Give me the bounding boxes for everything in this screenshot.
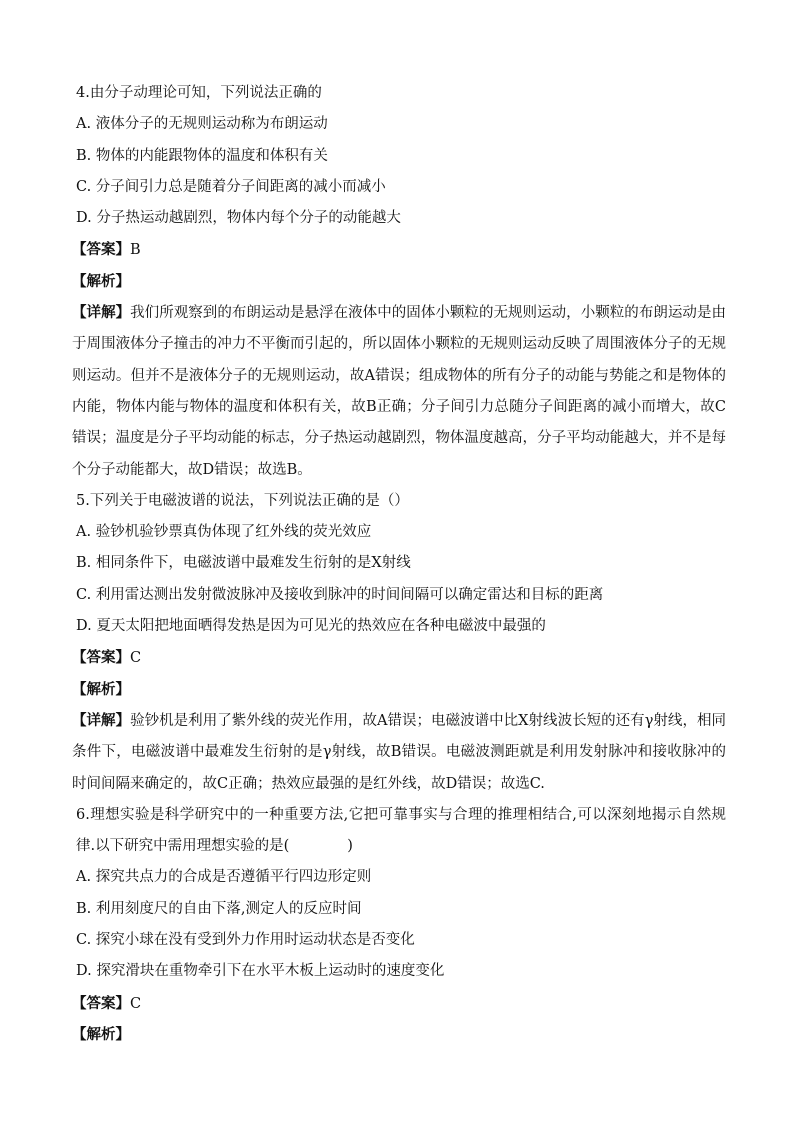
question-4-analysis-label: 【解析】 xyxy=(72,272,130,290)
question-5-answer xyxy=(72,642,726,673)
question-5-analysis-label: 【解析】 xyxy=(72,680,130,698)
question-5-stem: 5.下列关于电磁波谱的说法，下列说法正确的是（） xyxy=(76,492,409,509)
question-4-answer xyxy=(72,234,726,265)
detail-text: 验钞机是利用了紫外线的荧光作用，故A错误；电磁波谱中比X射线波长短的还有γ射线，相同条件下，电磁波谱中最难发生衍射的是γ射线，故B错误。电磁波测距就是利用发射脉冲和接收脉冲的时间间隔来确定的，故C正确；热效应最强的是红外线，故D错误；故选C. xyxy=(72,712,726,792)
answer-value: C xyxy=(130,995,142,1012)
question-6-analysis-label: 【解析】 xyxy=(72,1025,130,1043)
question-4-option-b: B. 物体的内能跟物体的温度和体积有关 xyxy=(76,147,328,164)
answer-label: 【答案】 xyxy=(72,241,130,259)
question-6-answer xyxy=(72,988,726,1019)
question-4-option-d: D. 分子热运动越剧烈，物体内每个分子的动能越大 xyxy=(76,210,401,227)
question-6-stem: 6.理想实验是科学研究中的一种重要方法,它把可靠事实与合理的推理相结合,可以深刻地揭示自然规律.以下研究中需用理想实验的是( ) xyxy=(76,806,726,855)
question-5-option-b: B. 相同条件下，电磁波谱中最难发生衍射的是X射线 xyxy=(76,555,411,572)
detail-label: 【详解】 xyxy=(72,304,131,322)
page-content xyxy=(72,78,727,1050)
answer-label: 【答案】 xyxy=(72,649,130,667)
question-4-option-a: A. 液体分子的无规则运动称为布朗运动 xyxy=(76,116,328,133)
detail-label: 【详解】 xyxy=(72,711,131,729)
question-5-option-a: A. 验钞机验钞票真伪体现了红外线的荧光效应 xyxy=(76,524,372,541)
question-6-option-a: A. 探究共点力的合成是否遵循平行四边形定则 xyxy=(76,869,372,886)
answer-label: 【答案】 xyxy=(72,994,130,1012)
question-4-option-c: C. 分子间引力总是随着分子间距离的减小而减小 xyxy=(76,178,386,195)
question-4-stem: 4.由分子动理论可知，下列说法正确的 xyxy=(76,85,322,101)
question-6-option-d: D. 探究滑块在重物牵引下在水平木板上运动时的速度变化 xyxy=(76,963,445,980)
question-6-option-c: C. 探究小球在没有受到外力作用时运动状态是否变化 xyxy=(76,932,415,949)
answer-value: B xyxy=(130,242,141,259)
question-5-option-c: C. 利用雷达测出发射微波脉冲及接收到脉冲的时间间隔可以确定雷达和目标的距离 xyxy=(76,586,604,603)
question-6-option-b: B. 利用刻度尺的自由下落,测定人的反应时间 xyxy=(76,900,362,917)
answer-value: C xyxy=(130,650,142,667)
detail-text: 我们所观察到的布朗运动是悬浮在液体中的固体小颗粒的无规则运动，小颗粒的布朗运动是由于周围液体分子撞击的冲力不平衡而引起的，所以固体小颗粒的无规则运动反映了周围液体分子的无规则运动。但并不是液体分子的无规则运动，故A错误；组成物体的所有分子的动能与势能之和是物体的内能，物体内能与物体的温度和体积有关，故B正确；分子间引力总随分子间距离的减小而增大，故C错误；温度是分子平均动能的标志，分子热运动越剧烈，物体温度越高，分子平均动能越大，并不是每个分子动能都大，故D错误；故选B。 xyxy=(72,305,727,478)
question-4-detail xyxy=(72,297,726,486)
question-5-detail xyxy=(72,705,726,800)
question-5-option-d: D. 夏天太阳把地面晒得发热是因为可见光的热效应在各种电磁波中最强的 xyxy=(76,618,546,635)
